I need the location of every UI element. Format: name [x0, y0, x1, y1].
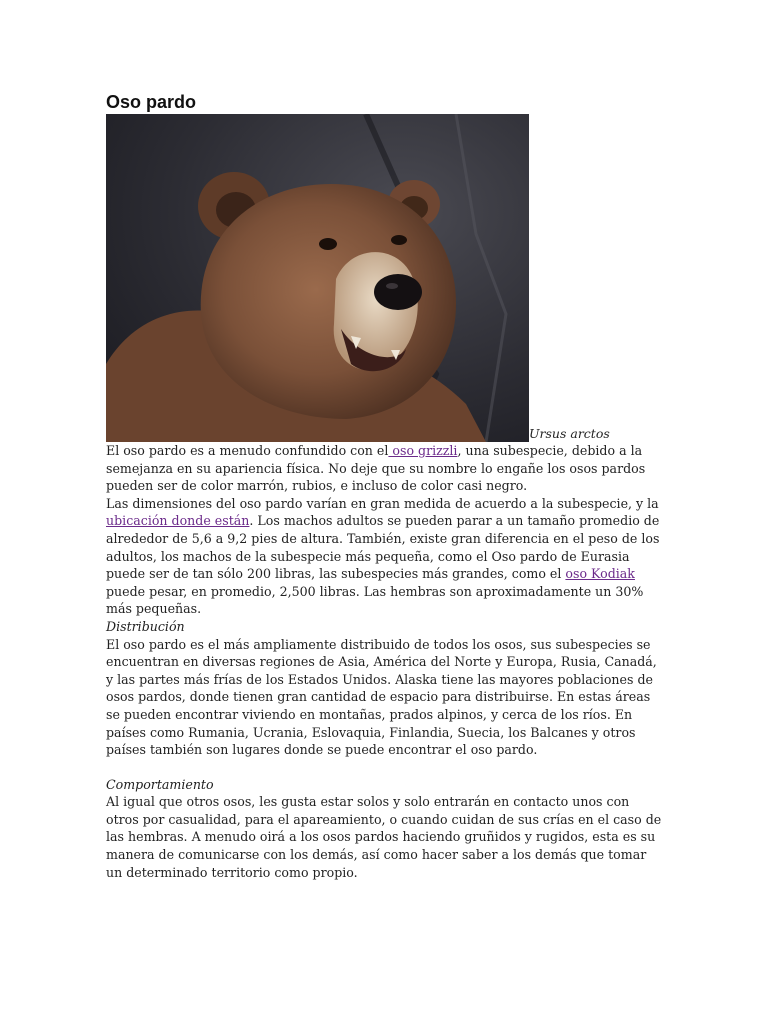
page-title: Oso pardo — [106, 92, 197, 112]
dimensions-text-middle: . Los machos adultos se pueden parar a un tamaño promedio de alrededor de 5,6 a 9,2 pies de altura. También, existe gran diferencia en el peso de los adultos, los machos de la subespecie más pequeña, como el Oso pardo de Eurasia puede ser de tan sólo 200 libras, las subespecies más grandes, como el — [106, 513, 660, 582]
heading-distribucion: Distribución — [106, 618, 185, 634]
paragraph-intro — [106, 442, 662, 495]
link-oso-grizzli[interactable]: oso grizzli — [388, 443, 458, 458]
link-oso-kodiak[interactable]: oso Kodiak — [565, 566, 635, 582]
dimensions-text-start: Las dimensiones del oso pardo varían en gran medida de acuerdo a la subespecie, y la — [106, 495, 659, 511]
article-body — [106, 442, 662, 881]
bear-illustration — [106, 114, 529, 442]
dimensions-text-end: puede pesar, en promedio, 2,500 libras. Las hembras son aproximadamente un 30% más pequeñas. — [106, 583, 644, 617]
heading-comportamiento: Comportamiento — [106, 776, 214, 792]
photo-row — [106, 114, 666, 442]
brown-bear-photo — [106, 114, 529, 442]
image-caption: Ursus arctos — [529, 426, 610, 441]
paragraph-dimensions — [106, 495, 662, 618]
link-ubicacion[interactable]: ubicación donde están — [106, 513, 250, 529]
paragraph-comportamiento: Al igual que otros osos, les gusta estar solos y solo entrarán en contacto unos con otros por casualidad, para el apareamiento, o cuando cuidan de sus crías en el caso de las hembras. A menudo oirá a los osos pardos haciendo gruñidos y rugidos, esta es su manera de comunicarse con los demás, así como hacer saber a los demás que tomar un determinado territorio como propio. — [106, 794, 662, 880]
paragraph-distribucion: El oso pardo es el más ampliamente distribuido de todos los osos, sus subespecies se encuentran en diversas regiones de Asia, América del Norte y Europa, Rusia, Canadá, y las partes más frías de los Estados Unidos. Alaska tiene las mayores poblaciones de osos pardos, donde tienen gran cantidad de espacio para distribuirse. En estas áreas se pueden encontrar viviendo en montañas, prados alpinos, y cerca de los ríos. En países como Rumania, Ucrania, Eslovaquia, Finlandia, Suecia, los Balcanes y otros países también son lugares donde se puede encontrar el oso pardo. — [106, 636, 657, 758]
intro-text-start: El oso pardo es a menudo confundido con el — [106, 443, 389, 458]
spacer — [106, 759, 662, 776]
intro-text-end: , una subespecie, debido a la semejanza en su apariencia física. No deje que su nombre lo engañe los osos pardos pueden ser de color marrón, rubios, e incluso de color casi negro. — [106, 443, 646, 494]
